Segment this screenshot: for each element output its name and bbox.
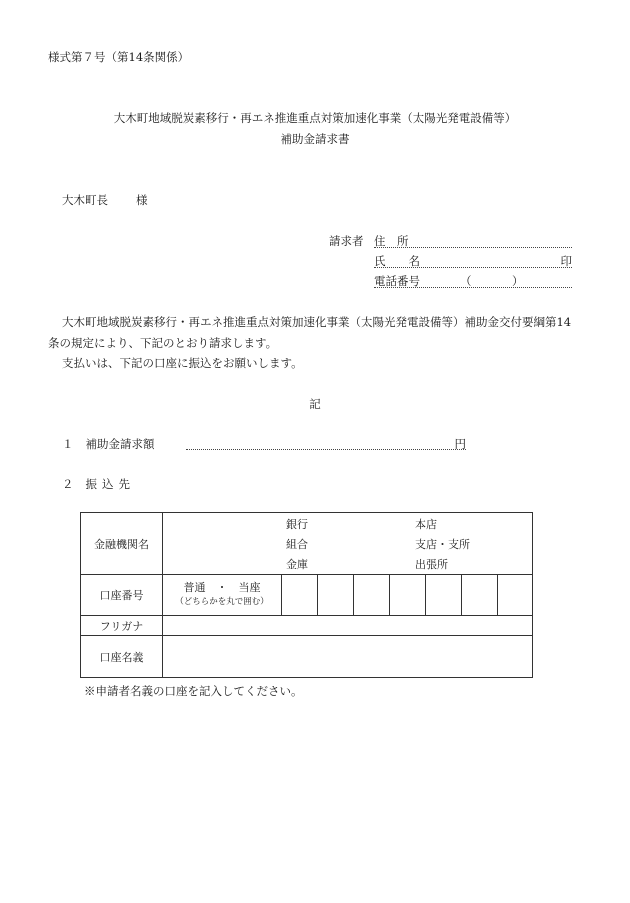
claimant-label: 請求者 xyxy=(329,234,364,248)
account-type-cell[interactable] xyxy=(163,575,282,616)
bank-account-table xyxy=(80,512,533,678)
account-number-label-cell: 口座番号 xyxy=(81,575,163,616)
claimant-name-field[interactable] xyxy=(374,253,572,268)
account-digit-box[interactable] xyxy=(426,575,462,616)
item1-number: １ xyxy=(62,437,74,451)
account-digit-box[interactable] xyxy=(318,575,354,616)
addressee xyxy=(62,192,148,208)
inst-type-vault: 金庫 xyxy=(286,558,308,571)
account-digit-box[interactable] xyxy=(390,575,426,616)
name-label: 氏 名 xyxy=(374,254,420,268)
ki-heading: 記 xyxy=(309,397,321,411)
account-type-options: 普通 ・ 当座 xyxy=(183,581,261,594)
account-digit-box[interactable] xyxy=(282,575,318,616)
seal-mark: 印 xyxy=(560,254,572,268)
phone-label: 電話番号 xyxy=(374,274,420,288)
item2-number: ２ xyxy=(62,477,74,491)
institution-input-cell[interactable] xyxy=(163,513,533,575)
phone-paren-open: （ xyxy=(460,274,472,288)
institution-label-cell: 金融機関名 xyxy=(81,513,163,575)
account-digit-box[interactable] xyxy=(462,575,498,616)
yen-unit: 円 xyxy=(454,437,466,451)
addressee-name: 大木町長 xyxy=(62,193,108,207)
document-title: 大木町地域脱炭素移行・再エネ推進重点対策加速化事業（太陽光発電設備等） xyxy=(113,111,517,125)
account-name-label-cell: 口座名義 xyxy=(81,636,163,678)
branch-type-office: 出張所 xyxy=(415,558,448,571)
furigana-input-cell[interactable] xyxy=(163,616,533,636)
item1-label: 補助金請求額 xyxy=(85,437,155,451)
body-text-line2: 条の規定により、下記のとおり請求します。 xyxy=(48,336,278,350)
account-name-input-cell[interactable] xyxy=(163,636,533,678)
body-text-line3: 支払いは、下記の口座に振込をお願いします。 xyxy=(62,356,303,370)
body-text-line1: 大木町地域脱炭素移行・再エネ推進重点対策加速化事業（太陽光発電設備等）補助金交付要綱第14 xyxy=(62,315,572,329)
claimant-phone-field[interactable] xyxy=(374,273,572,288)
account-digit-box[interactable] xyxy=(498,575,533,616)
claim-amount-field[interactable] xyxy=(186,437,466,450)
account-note: ※申請者名義の口座を記入してください。 xyxy=(84,684,303,698)
item-transfer-destination xyxy=(62,476,135,492)
inst-type-union: 組合 xyxy=(286,538,308,551)
account-type-note: （どちらかを丸で囲む） xyxy=(175,597,269,607)
furigana-label-cell: フリガナ xyxy=(81,616,163,636)
account-digit-box[interactable] xyxy=(354,575,390,616)
addressee-honorific: 様 xyxy=(136,193,148,207)
form-number: 様式第７号（第14条関係） xyxy=(48,50,190,64)
item2-label: 振込先 xyxy=(85,477,135,491)
inst-type-bank: 銀行 xyxy=(286,518,308,531)
item-claim-amount xyxy=(62,436,155,452)
phone-paren-close: ） xyxy=(512,274,524,288)
branch-type-branch: 支店・支所 xyxy=(415,538,470,551)
document-subtitle: 補助金請求書 xyxy=(280,132,350,146)
branch-type-main: 本店 xyxy=(415,518,437,531)
claimant-address-field[interactable] xyxy=(374,233,572,248)
address-label: 住 所 xyxy=(374,234,409,248)
